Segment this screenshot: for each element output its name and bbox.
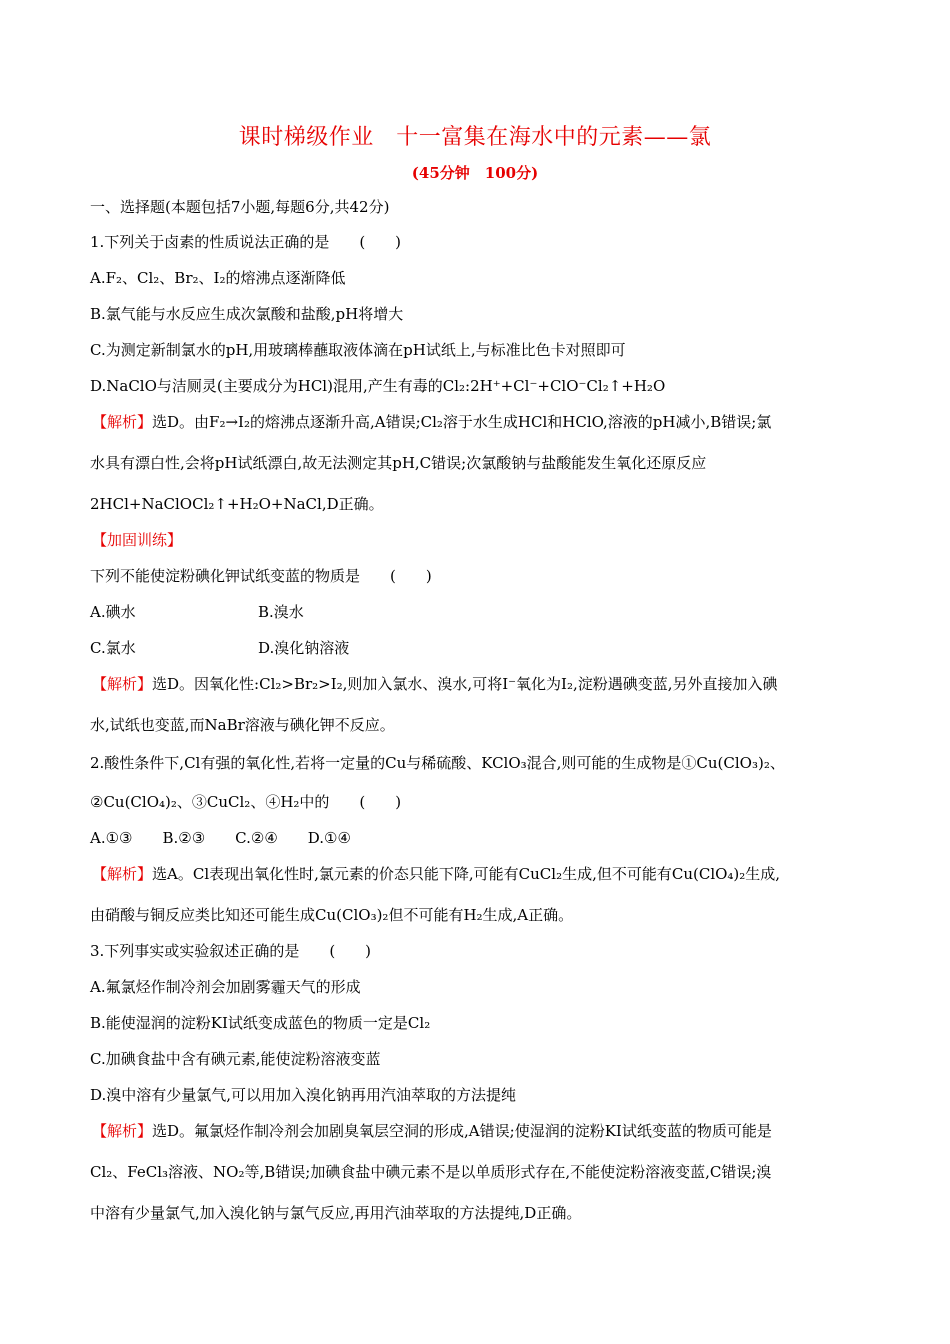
analysis-tag: 【解析】 bbox=[92, 865, 153, 883]
q3-option-d: D.溴中溶有少量氯气,可以用加入溴化钠再用汽油萃取的方法提纯 bbox=[90, 1086, 517, 1104]
training-option-b: B.溴水 bbox=[258, 603, 304, 621]
q1-option-b: B.氯气能与水反应生成次氯酸和盐酸,pH将增大 bbox=[90, 305, 404, 323]
q3-analysis-line-2: Cl₂、FeCl₃溶液、NO₂等,B错误;加碘食盐中碘元素不是以单质形式存在,不能使淀粉溶液变蓝,C错误;溴 bbox=[90, 1163, 772, 1181]
q3-stem: 3.下列事实或实验叙述正确的是 ( ) bbox=[90, 942, 372, 960]
q2-stem-line-1: 2.酸性条件下,Cl有强的氧化性,若将一定量的Cu与稀硫酸、KClO₃混合,则可能的生成物是①Cu(ClO₃)₂、 bbox=[90, 754, 785, 772]
q2-options: A.①③ B.②③ C.②④ D.①④ bbox=[90, 829, 351, 847]
analysis-tag: 【解析】 bbox=[92, 675, 153, 693]
q1-option-c: C.为测定新制氯水的pH,用玻璃棒蘸取液体滴在pH试纸上,与标准比色卡对照即可 bbox=[90, 341, 626, 359]
q2-analysis-line-2: 由硝酸与铜反应类比知还可能生成Cu(ClO₃)₂但不可能有H₂生成,A正确。 bbox=[90, 906, 574, 924]
training-analysis-text-1: 选D。因氧化性:Cl₂>Br₂>I₂,则加入氯水、溴水,可将I⁻氧化为I₂,淀粉遇碘变蓝,另外直接加入碘 bbox=[152, 675, 778, 693]
training-stem: 下列不能使淀粉碘化钾试纸变蓝的物质是 ( ) bbox=[90, 567, 432, 585]
q3-analysis-line-1 bbox=[92, 1121, 872, 1141]
training-analysis-line-1 bbox=[92, 674, 872, 694]
page-subtitle: (45分钟 100分) bbox=[411, 164, 539, 182]
section-heading: 一、选择题(本题包括7小题,每题6分,共42分) bbox=[90, 198, 390, 216]
training-option-a: A.碘水 bbox=[90, 603, 136, 621]
training-option-c: C.氯水 bbox=[90, 639, 136, 657]
q3-option-a: A.氟氯烃作制冷剂会加剧雾霾天气的形成 bbox=[90, 978, 361, 996]
analysis-tag: 【解析】 bbox=[92, 1122, 153, 1140]
q2-analysis-line-1 bbox=[92, 864, 872, 884]
training-tag: 【加固训练】 bbox=[92, 531, 183, 549]
q3-analysis-text-1: 选D。氟氯烃作制冷剂会加剧臭氧层空洞的形成,A错误;使湿润的淀粉KI试纸变蓝的物质可能是 bbox=[152, 1122, 772, 1140]
q2-analysis-text-1: 选A。Cl表现出氧化性时,氯元素的价态只能下降,可能有CuCl₂生成,但不可能有Cu(ClO₄)₂生成, bbox=[152, 865, 781, 883]
training-analysis-line-2: 水,试纸也变蓝,而NaBr溶液与碘化钾不反应。 bbox=[90, 716, 395, 734]
q3-analysis-line-3: 中溶有少量氯气,加入溴化钠与氯气反应,再用汽油萃取的方法提纯,D正确。 bbox=[90, 1204, 582, 1222]
q1-option-d: D.NaClO与洁厕灵(主要成分为HCl)混用,产生有毒的Cl₂:2H⁺+Cl⁻+ClO⁻Cl₂↑+H₂O bbox=[90, 377, 666, 395]
analysis-tag: 【解析】 bbox=[92, 413, 153, 431]
training-options-row-1 bbox=[90, 602, 870, 622]
q3-option-c: C.加碘食盐中含有碘元素,能使淀粉溶液变蓝 bbox=[90, 1050, 381, 1068]
q2-stem-line-2: ②Cu(ClO₄)₂、③CuCl₂、④H₂中的 ( ) bbox=[90, 793, 402, 811]
q1-analysis-line-2: 水具有漂白性,会将pH试纸漂白,故无法测定其pH,C错误;次氯酸钠与盐酸能发生氧化还原反应 bbox=[90, 454, 707, 472]
q3-option-b: B.能使湿润的淀粉KI试纸变成蓝色的物质一定是Cl₂ bbox=[90, 1014, 431, 1032]
q1-stem: 1.下列关于卤素的性质说法正确的是 ( ) bbox=[90, 233, 402, 251]
q1-analysis-line-1 bbox=[92, 412, 872, 432]
q1-analysis-line-3: 2HCl+NaClOCl₂↑+H₂O+NaCl,D正确。 bbox=[90, 495, 384, 513]
training-option-d: D.溴化钠溶液 bbox=[258, 639, 350, 657]
page-title: 课时梯级作业 十一富集在海水中的元素——氯 bbox=[238, 125, 712, 150]
q1-analysis-text-1: 选D。由F₂→I₂的熔沸点逐渐升高,A错误;Cl₂溶于水生成HCl和HClO,溶液的pH减小,B错误;氯 bbox=[152, 413, 772, 431]
q1-option-a: A.F₂、Cl₂、Br₂、I₂的熔沸点逐渐降低 bbox=[90, 269, 346, 287]
training-options-row-2 bbox=[90, 638, 870, 658]
